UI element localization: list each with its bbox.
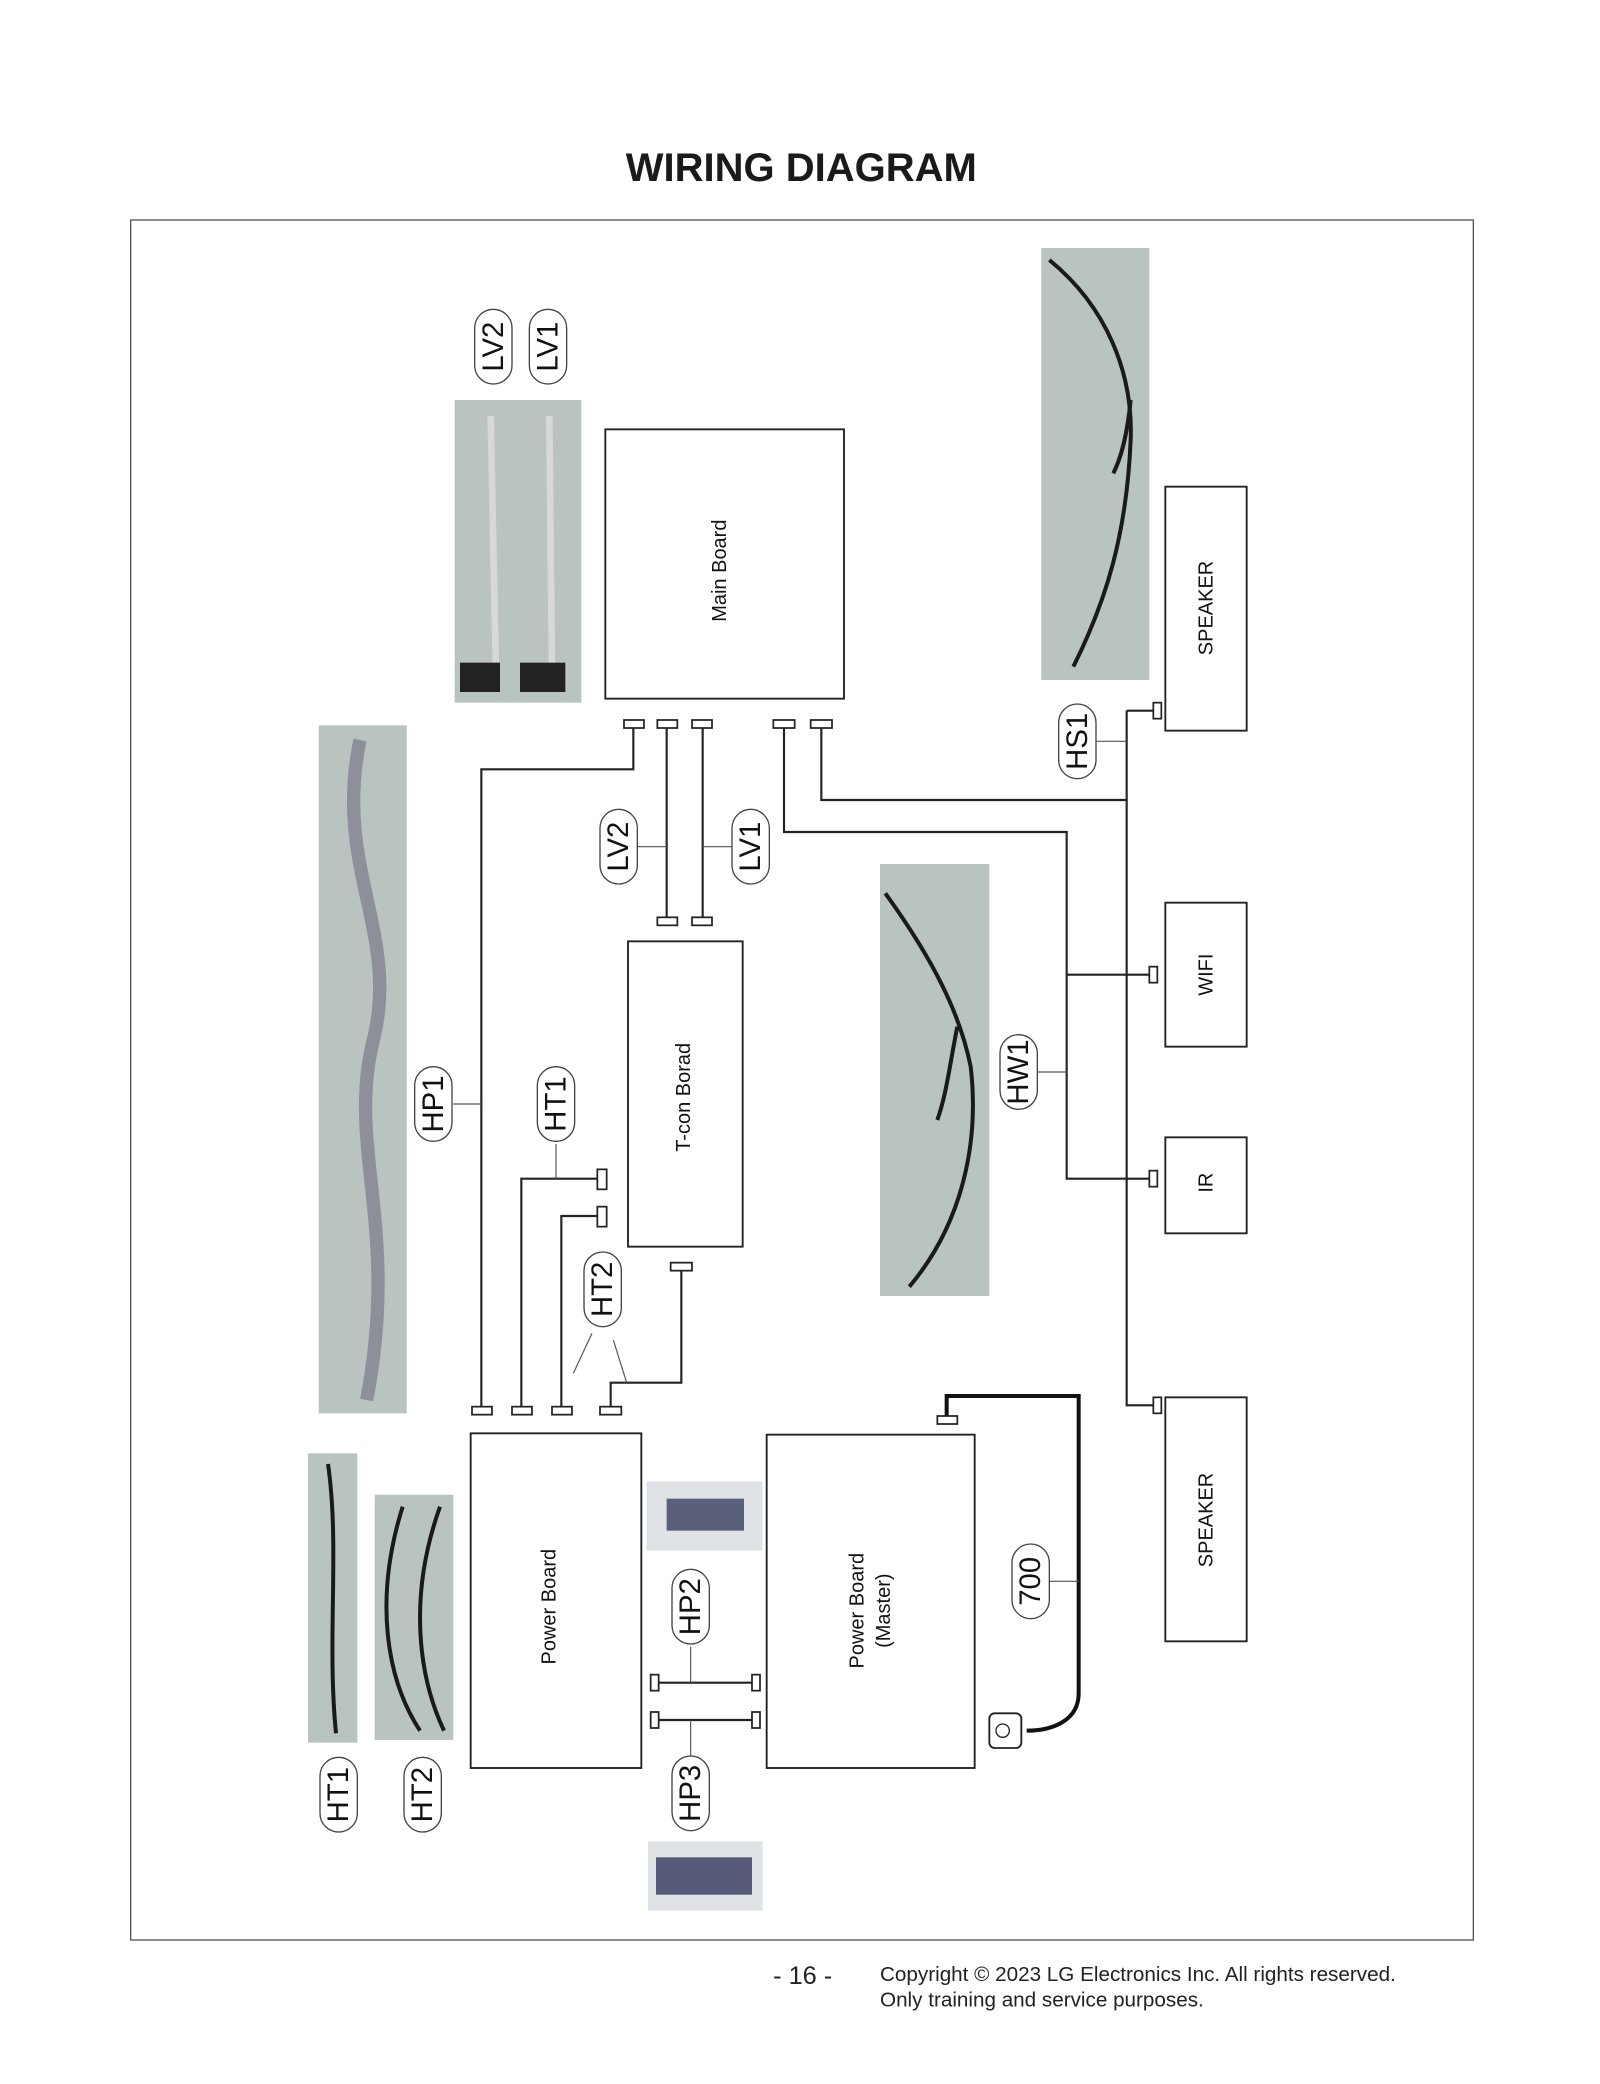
label-hp3	[672, 1756, 709, 1831]
main-board	[605, 429, 844, 698]
svg-text:LV1: LV1	[531, 321, 565, 372]
svg-text:LV2: LV2	[476, 321, 510, 372]
label-lv2-photo	[475, 309, 512, 384]
page-title: WIRING DIAGRAM	[625, 146, 977, 190]
power-board	[471, 1433, 642, 1768]
hp2-cable-photo	[647, 1481, 763, 1550]
label-700	[1012, 1544, 1049, 1619]
label-ht2	[584, 1252, 621, 1327]
copyright-line-1: Copyright © 2023 LG Electronics Inc. All rights reserved.	[880, 1963, 1396, 1987]
label-ht1-photo	[320, 1757, 357, 1832]
svg-text:WIFI: WIFI	[1195, 953, 1218, 996]
svg-text:HS1: HS1	[1060, 712, 1094, 770]
svg-text:SPEAKER: SPEAKER	[1195, 1472, 1218, 1568]
label-hp2	[672, 1569, 709, 1644]
svg-text:T-con Borad: T-con Borad	[673, 1042, 695, 1152]
ir-module	[1165, 1137, 1246, 1233]
ht2-cable-photo	[375, 1495, 454, 1740]
svg-text:HW1: HW1	[1002, 1039, 1036, 1105]
svg-text:700: 700	[1014, 1556, 1048, 1606]
svg-text:HT2: HT2	[586, 1261, 620, 1318]
label-hw1	[1000, 1035, 1037, 1110]
hp1-cable-photo	[319, 725, 407, 1413]
svg-text:HP1: HP1	[416, 1075, 450, 1133]
svg-text:Power Board: Power Board	[846, 1552, 869, 1669]
label-ht1	[537, 1067, 574, 1142]
label-lv1-photo	[529, 309, 566, 384]
power-board-master	[767, 1435, 975, 1768]
svg-text:LV1: LV1	[734, 821, 768, 872]
label-ht2-photo	[404, 1757, 441, 1832]
svg-text:Power Board: Power Board	[538, 1548, 561, 1665]
svg-text:HT1: HT1	[539, 1076, 573, 1132]
svg-text:SPEAKER: SPEAKER	[1195, 560, 1218, 656]
plug-icon	[989, 1713, 1021, 1748]
hw1-cable-photo	[880, 864, 989, 1296]
lv-cable-photo	[455, 400, 582, 703]
speaker-bottom	[1165, 1397, 1246, 1641]
speaker-top	[1165, 487, 1246, 731]
label-lv2	[600, 809, 637, 884]
tcon-board	[628, 941, 743, 1246]
svg-text:HP3: HP3	[674, 1764, 708, 1822]
svg-text:IR: IR	[1195, 1172, 1218, 1193]
label-lv1	[732, 809, 769, 884]
svg-text:Main Board: Main Board	[709, 519, 731, 622]
svg-text:HT2: HT2	[406, 1766, 440, 1823]
copyright-line-2: Only training and service purposes.	[880, 1988, 1204, 2012]
hp3-cable-photo	[648, 1841, 763, 1910]
svg-text:(Master): (Master)	[873, 1573, 895, 1648]
svg-text:LV2: LV2	[602, 821, 636, 872]
svg-text:HT1: HT1	[322, 1766, 356, 1823]
label-hs1	[1059, 704, 1096, 779]
wifi-module	[1165, 903, 1246, 1047]
speaker-cable-photo	[1041, 248, 1149, 680]
ht1-cable-photo	[308, 1453, 357, 1742]
label-hp1	[415, 1067, 452, 1142]
svg-text:HP2: HP2	[674, 1578, 708, 1636]
page-number: - 16 -	[773, 1962, 833, 1990]
